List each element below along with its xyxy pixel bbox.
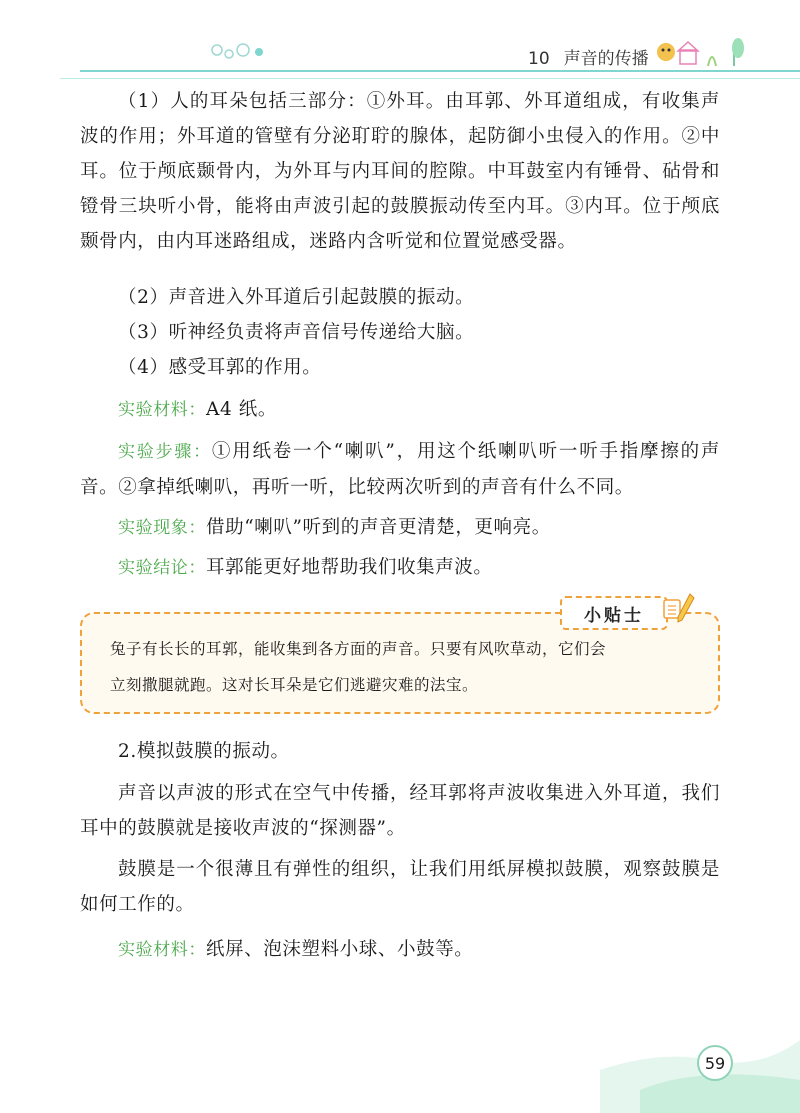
- page-number: 59: [704, 1053, 726, 1073]
- phenomenon-text: 借助“喇叭”听到的声音更清楚，更响亮。: [206, 517, 551, 538]
- chapter-heading: [528, 44, 649, 69]
- steps-text: ①用纸卷一个“喇叭”，用这个纸喇叭听一听手指摩擦的声音。②拿掉纸喇叭，再听一听，比较两次听到的声音有什么不同。: [80, 441, 720, 498]
- paragraph-ear-structure: （1）人的耳朵包括三部分：①外耳。由耳郭、外耳道组成，有收集声波的作用；外耳道的管壁有分泌耵聍的腺体，起防御小虫侵入的作用。②中耳。位于颅底颞骨内，为外耳与内耳间的腔隙。中耳鼓室内有锤骨、砧骨和镫骨三块听小骨，能将由声波引起的鼓膜振动传至内耳。③内耳。位于颅底颞骨内，由内耳迷路组成，迷路内含听觉和位置觉感受器。: [80, 91, 720, 252]
- paragraph-eardrum-model: 鼓膜是一个很薄且有弹性的组织，让我们用纸屏模拟鼓膜，观察鼓膜是如何工作的。: [80, 859, 720, 915]
- materials-label-2: 实验材料：: [118, 940, 206, 960]
- cartoon-decoration-icon: [654, 36, 754, 72]
- paragraph-sound-waves: 声音以声波的形式在空气中传播，经耳郭将声波收集进入外耳道，我们耳中的鼓膜就是接收声波的“探测器”。: [80, 783, 720, 839]
- tip-line-1: 兔子有长长的耳郭，能收集到各方面的声音。只要有风吹草动，它们会: [110, 640, 607, 658]
- chapter-number: 10: [528, 49, 550, 69]
- pencil-icon: [660, 590, 700, 630]
- experiment-steps: [80, 434, 720, 505]
- materials-text: A4 纸。: [206, 399, 278, 420]
- materials-label: 实验材料：: [118, 400, 206, 420]
- header-rule-secondary: [60, 78, 800, 79]
- tip-title: 小贴士: [560, 596, 668, 630]
- paragraph-auditory-nerve: （3）听神经负责将声音信号传递给大脑。: [118, 322, 475, 343]
- bubbles-decoration-icon: [205, 38, 275, 64]
- phenomenon-label: 实验现象：: [118, 518, 206, 538]
- conclusion-label: 实验结论：: [118, 558, 206, 578]
- section-2-title: 2.模拟鼓膜的振动。: [118, 741, 290, 762]
- experiment-conclusion: [80, 550, 720, 586]
- tip-line-2: 立刻撒腿就跑。这对长耳朵是它们逃避灾难的法宝。: [110, 676, 479, 694]
- experiment-materials-1: [80, 392, 720, 428]
- experiment-phenomenon: [80, 510, 720, 546]
- chapter-title: 声音的传播: [563, 49, 649, 69]
- experiment-materials-2: [80, 932, 720, 968]
- paragraph-eardrum-vibration: （2）声音进入外耳道后引起鼓膜的振动。: [118, 287, 475, 308]
- conclusion-text: 耳郭能更好地帮助我们收集声波。: [206, 557, 493, 578]
- materials-text-2: 纸屏、泡沫塑料小球、小鼓等。: [206, 939, 474, 960]
- steps-label: 实验步骤：: [118, 442, 212, 462]
- paragraph-auricle-function: （4）感受耳郭的作用。: [118, 357, 322, 378]
